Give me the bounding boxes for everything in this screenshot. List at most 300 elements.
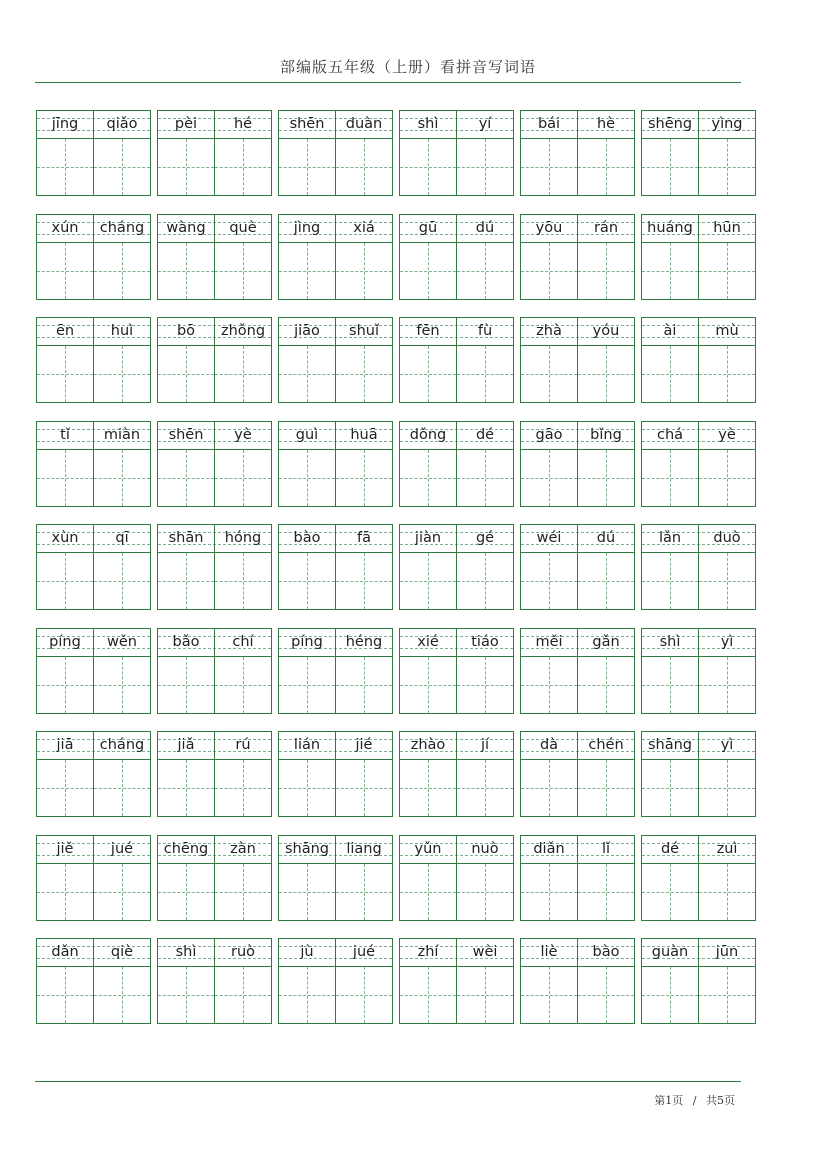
word-box [641,628,756,714]
pinyin-syllable: hé [214,111,271,138]
tianzige-writing-cell[interactable] [158,760,214,816]
word-box [157,317,272,403]
pinyin-syllable: huáng [647,219,693,236]
tianzige-writing-cell[interactable] [279,657,335,713]
word-box [641,214,756,300]
pinyin-syllable: yè [698,422,755,449]
pinyin-syllable: gāo [535,426,563,443]
pinyin-band [279,629,392,657]
pinyin-syllable: tǐ [60,426,70,443]
pinyin-syllable: jué [93,836,150,863]
word-box [520,524,635,610]
character-writing-band [400,553,513,609]
pinyin-syllable: shāng [284,840,330,857]
pinyin-band [37,629,150,657]
tianzige-writing-cell[interactable] [279,760,335,816]
character-writing-band [279,657,392,713]
character-writing-band [521,346,634,402]
pinyin-band [279,939,392,967]
tianzige-writing-cell[interactable] [37,657,93,713]
pinyin-band [400,629,513,657]
pinyin-syllable: guì [295,426,319,443]
tianzige-writing-cell[interactable] [279,553,335,609]
tianzige-writing-cell[interactable] [214,864,271,920]
pinyin-syllable: chén [577,732,634,759]
tianzige-writing-cell[interactable] [698,553,755,609]
pinyin-syllable: xiá [335,215,392,242]
pinyin-band [158,215,271,243]
tianzige-writing-cell[interactable] [577,760,634,816]
tianzige-writing-cell[interactable] [456,346,513,402]
pinyin-syllable: píng [291,633,323,650]
pinyin-syllable: jūn [698,939,755,966]
tianzige-writing-cell[interactable] [456,657,513,713]
character-writing-band [400,139,513,195]
tianzige-writing-cell[interactable] [577,346,634,402]
tianzige-writing-cell[interactable] [456,553,513,609]
tianzige-writing-cell[interactable] [335,450,392,506]
pinyin-syllable: jiā [56,737,74,753]
pinyin-band [400,939,513,967]
pinyin-syllable: tiáo [456,629,513,656]
tianzige-writing-cell[interactable] [698,346,755,402]
tianzige-writing-cell[interactable] [158,346,214,402]
character-writing-band [521,760,634,816]
pinyin-syllable: jí [456,732,513,759]
pinyin-band [400,111,513,139]
character-writing-band [521,450,634,506]
word-box [36,835,151,921]
tianzige-writing-cell[interactable] [93,760,150,816]
tianzige-writing-cell[interactable] [158,657,214,713]
tianzige-writing-cell[interactable] [214,346,271,402]
pinyin-syllable: gé [456,525,513,552]
word-box [399,421,514,507]
pinyin-band [642,629,755,657]
tianzige-writing-cell[interactable] [335,657,392,713]
pinyin-band [158,525,271,553]
tianzige-writing-cell[interactable] [577,864,634,920]
character-writing-band [521,243,634,299]
pinyin-syllable: jiàn [414,530,442,546]
tianzige-writing-cell[interactable] [400,967,456,1023]
tianzige-writing-cell[interactable] [521,864,577,920]
pinyin-syllable: yì [698,629,755,656]
word-row [36,835,766,923]
tianzige-writing-cell[interactable] [335,760,392,816]
tianzige-writing-cell[interactable] [37,967,93,1023]
word-box [278,524,393,610]
character-writing-band [158,243,271,299]
tianzige-writing-cell[interactable] [158,139,214,195]
word-box [278,628,393,714]
tianzige-writing-cell[interactable] [521,139,577,195]
tianzige-writing-cell[interactable] [279,967,335,1023]
character-writing-band [37,553,150,609]
character-writing-band [279,139,392,195]
pinyin-syllable: duò [698,525,755,552]
tianzige-writing-cell[interactable] [642,346,698,402]
word-box [278,214,393,300]
tianzige-writing-cell[interactable] [456,760,513,816]
character-writing-band [279,346,392,402]
tianzige-writing-cell[interactable] [158,864,214,920]
pinyin-syllable: ruò [214,939,271,966]
pinyin-syllable: jié [335,732,392,759]
word-box [399,110,514,196]
pinyin-band [642,939,755,967]
tianzige-writing-cell[interactable] [521,243,577,299]
pinyin-syllable: cháng [93,732,150,759]
tianzige-writing-cell[interactable] [335,346,392,402]
tianzige-writing-cell[interactable] [456,139,513,195]
tianzige-writing-cell[interactable] [93,450,150,506]
pinyin-worksheet [36,110,766,1042]
tianzige-writing-cell[interactable] [456,243,513,299]
pinyin-band [158,939,271,967]
word-box [641,731,756,817]
character-writing-band [37,139,150,195]
word-row [36,938,766,1026]
tianzige-writing-cell[interactable] [400,346,456,402]
pinyin-syllable: dú [456,215,513,242]
word-box [399,317,514,403]
pinyin-band [642,525,755,553]
pinyin-syllable: píng [49,633,81,650]
word-box [520,214,635,300]
word-box [157,835,272,921]
tianzige-writing-cell[interactable] [214,967,271,1023]
pinyin-band [521,318,634,346]
pinyin-syllable: shēng [647,116,693,132]
pinyin-band [37,318,150,346]
pinyin-syllable: měi [535,633,563,650]
word-row [36,317,766,405]
tianzige-writing-cell[interactable] [698,864,755,920]
tianzige-writing-cell[interactable] [37,553,93,609]
character-writing-band [642,139,755,195]
pinyin-syllable: dǎn [51,944,79,960]
word-box [157,421,272,507]
pinyin-band [521,732,634,760]
character-writing-band [521,139,634,195]
character-writing-band [279,760,392,816]
pinyin-syllable: liang [335,836,392,863]
pinyin-syllable: yì [698,732,755,759]
pinyin-syllable: jiě [56,840,74,857]
word-box [157,731,272,817]
pinyin-syllable: jué [335,939,392,966]
tianzige-writing-cell[interactable] [521,967,577,1023]
pinyin-band [642,422,755,450]
tianzige-writing-cell[interactable] [400,553,456,609]
tianzige-writing-cell[interactable] [93,139,150,195]
pinyin-syllable: rán [577,215,634,242]
pinyin-syllable: lián [293,737,321,753]
character-writing-band [279,243,392,299]
pinyin-syllable: rú [214,732,271,759]
tianzige-writing-cell[interactable] [456,450,513,506]
tianzige-writing-cell[interactable] [37,450,93,506]
character-writing-band [37,346,150,402]
character-writing-band [642,864,755,920]
tianzige-writing-cell[interactable] [37,864,93,920]
character-writing-band [400,243,513,299]
pinyin-syllable: jiǎ [177,737,195,753]
character-writing-band [158,346,271,402]
pinyin-syllable: xié [417,633,439,650]
tianzige-writing-cell[interactable] [93,243,150,299]
character-writing-band [521,967,634,1023]
tianzige-writing-cell[interactable] [521,346,577,402]
tianzige-writing-cell[interactable] [521,450,577,506]
header-divider [35,82,741,83]
tianzige-writing-cell[interactable] [642,553,698,609]
tianzige-writing-cell[interactable] [642,760,698,816]
tianzige-writing-cell[interactable] [521,760,577,816]
pinyin-syllable: cháng [93,215,150,242]
word-box [399,731,514,817]
pinyin-syllable: dǒng [409,426,447,443]
tianzige-writing-cell[interactable] [214,553,271,609]
character-writing-band [158,864,271,920]
tianzige-writing-cell[interactable] [279,450,335,506]
tianzige-writing-cell[interactable] [93,657,150,713]
tianzige-writing-cell[interactable] [158,450,214,506]
pinyin-band [642,215,755,243]
tianzige-writing-cell[interactable] [642,864,698,920]
pinyin-syllable: huā [335,422,392,449]
tianzige-writing-cell[interactable] [279,243,335,299]
tianzige-writing-cell[interactable] [698,139,755,195]
tianzige-writing-cell[interactable] [37,346,93,402]
tianzige-writing-cell[interactable] [37,760,93,816]
tianzige-writing-cell[interactable] [335,553,392,609]
pinyin-syllable: qiǎo [93,111,150,138]
tianzige-writing-cell[interactable] [642,450,698,506]
pinyin-syllable: lǎn [658,530,682,546]
character-writing-band [642,243,755,299]
page-separator: / [692,1094,697,1107]
character-writing-band [400,967,513,1023]
pinyin-syllable: fā [335,525,392,552]
pinyin-band [279,215,392,243]
character-writing-band [158,553,271,609]
character-writing-band [642,657,755,713]
pinyin-band [158,732,271,760]
tianzige-writing-cell[interactable] [214,450,271,506]
tianzige-writing-cell[interactable] [400,760,456,816]
character-writing-band [279,450,392,506]
word-box [520,110,635,196]
pinyin-band [279,318,392,346]
word-box [641,421,756,507]
tianzige-writing-cell[interactable] [577,139,634,195]
pinyin-syllable: liè [540,944,558,960]
character-writing-band [158,139,271,195]
pinyin-syllable: gǎn [577,629,634,656]
pinyin-syllable: zàn [214,836,271,863]
tianzige-writing-cell[interactable] [214,139,271,195]
word-box [157,938,272,1024]
pinyin-syllable: dé [456,422,513,449]
pinyin-syllable: wéi [536,530,562,546]
character-writing-band [37,657,150,713]
character-writing-band [400,657,513,713]
pinyin-syllable: jìng [293,219,321,236]
tianzige-writing-cell[interactable] [93,864,150,920]
pinyin-band [158,111,271,139]
pinyin-syllable: miàn [93,422,150,449]
pinyin-band [279,422,392,450]
pinyin-band [279,111,392,139]
tianzige-writing-cell[interactable] [521,657,577,713]
character-writing-band [400,864,513,920]
pinyin-band [521,215,634,243]
pinyin-syllable: zhào [410,737,446,753]
tianzige-writing-cell[interactable] [577,553,634,609]
pinyin-syllable: ēn [55,323,75,339]
tianzige-writing-cell[interactable] [214,243,271,299]
tianzige-writing-cell[interactable] [279,864,335,920]
pinyin-syllable: xùn [51,530,79,546]
tianzige-writing-cell[interactable] [577,657,634,713]
word-box [157,628,272,714]
pinyin-band [642,318,755,346]
pinyin-syllable: ài [663,323,677,339]
pinyin-band [279,525,392,553]
pinyin-syllable: zuì [698,836,755,863]
word-box [157,524,272,610]
tianzige-writing-cell[interactable] [642,139,698,195]
character-writing-band [37,450,150,506]
tianzige-writing-cell[interactable] [642,967,698,1023]
tianzige-writing-cell[interactable] [158,967,214,1023]
pinyin-syllable: xún [51,219,79,236]
tianzige-writing-cell[interactable] [214,760,271,816]
pinyin-syllable: wàng [166,219,206,236]
tianzige-writing-cell[interactable] [577,450,634,506]
pinyin-syllable: gū [418,219,438,236]
pinyin-syllable: duàn [335,111,392,138]
character-writing-band [158,760,271,816]
pinyin-syllable: yí [456,111,513,138]
word-box [520,938,635,1024]
pinyin-syllable: shān [168,530,204,546]
tianzige-writing-cell[interactable] [37,243,93,299]
word-box [278,317,393,403]
pinyin-syllable: qiè [93,939,150,966]
tianzige-writing-cell[interactable] [521,553,577,609]
tianzige-writing-cell[interactable] [577,967,634,1023]
character-writing-band [37,243,150,299]
tianzige-writing-cell[interactable] [335,864,392,920]
tianzige-writing-cell[interactable] [456,967,513,1023]
pinyin-syllable: lǐ [577,836,634,863]
tianzige-writing-cell[interactable] [158,553,214,609]
tianzige-writing-cell[interactable] [93,346,150,402]
pinyin-syllable: chēng [163,840,209,857]
pinyin-syllable: wèi [456,939,513,966]
tianzige-writing-cell[interactable] [698,967,755,1023]
pinyin-band [400,732,513,760]
tianzige-writing-cell[interactable] [577,243,634,299]
pinyin-band [37,525,150,553]
tianzige-writing-cell[interactable] [642,657,698,713]
tianzige-writing-cell[interactable] [279,139,335,195]
word-box [157,110,272,196]
pinyin-syllable: jù [300,944,314,960]
pinyin-syllable: zhà [536,323,562,339]
pinyin-syllable: héng [335,629,392,656]
word-box [36,524,151,610]
word-box [278,938,393,1024]
pinyin-band [521,939,634,967]
pinyin-band [521,525,634,553]
character-writing-band [642,760,755,816]
pinyin-syllable: yè [214,422,271,449]
character-writing-band [400,346,513,402]
tianzige-writing-cell[interactable] [400,864,456,920]
pinyin-band [37,836,150,864]
tianzige-writing-cell[interactable] [642,243,698,299]
pinyin-band [521,629,634,657]
pinyin-band [37,732,150,760]
pinyin-band [279,836,392,864]
tianzige-writing-cell[interactable] [335,243,392,299]
pinyin-syllable: yóu [577,318,634,345]
word-box [36,317,151,403]
pinyin-band [521,422,634,450]
tianzige-writing-cell[interactable] [37,139,93,195]
pinyin-band [521,111,634,139]
pinyin-syllable: jiāo [294,323,320,339]
tianzige-writing-cell[interactable] [456,864,513,920]
tianzige-writing-cell[interactable] [158,243,214,299]
character-writing-band [37,864,150,920]
tianzige-writing-cell[interactable] [698,243,755,299]
tianzige-writing-cell[interactable] [400,450,456,506]
pinyin-syllable: huì [93,318,150,345]
pinyin-syllable: hóng [214,525,271,552]
tianzige-writing-cell[interactable] [698,760,755,816]
tianzige-writing-cell[interactable] [93,553,150,609]
tianzige-writing-cell[interactable] [698,450,755,506]
pinyin-band [400,215,513,243]
pinyin-syllable: dà [539,737,559,753]
tianzige-writing-cell[interactable] [335,139,392,195]
character-writing-band [279,864,392,920]
tianzige-writing-cell[interactable] [698,657,755,713]
character-writing-band [279,967,392,1023]
tianzige-writing-cell[interactable] [400,139,456,195]
tianzige-writing-cell[interactable] [400,657,456,713]
word-box [36,214,151,300]
word-box [36,110,151,196]
character-writing-band [642,346,755,402]
pinyin-syllable: fēn [416,323,440,339]
tianzige-writing-cell[interactable] [93,967,150,1023]
tianzige-writing-cell[interactable] [400,243,456,299]
tianzige-writing-cell[interactable] [214,657,271,713]
word-box [520,421,635,507]
tianzige-writing-cell[interactable] [279,346,335,402]
pinyin-syllable: shāng [647,737,693,753]
pinyin-syllable: qī [93,525,150,552]
word-row [36,524,766,612]
tianzige-writing-cell[interactable] [335,967,392,1023]
character-writing-band [642,967,755,1023]
